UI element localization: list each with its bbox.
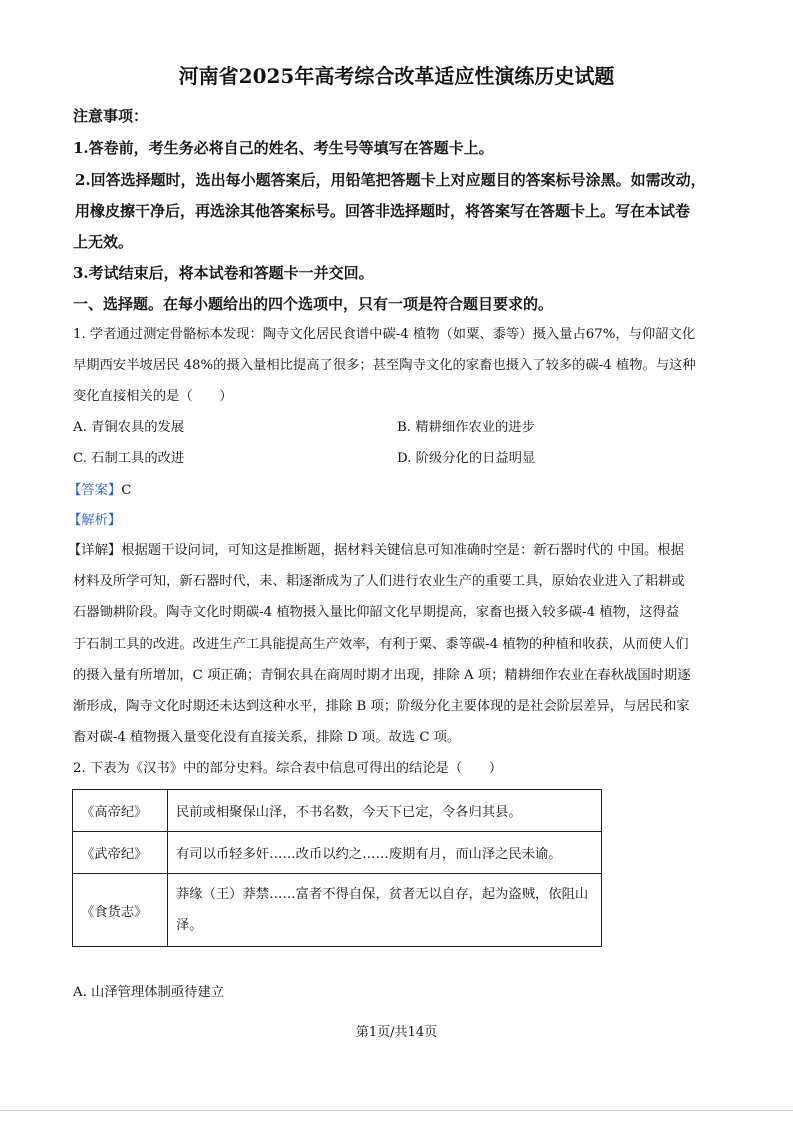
q1-detail: 石器锄耕阶段。陶寺文化时期碳-4 植物摄入量比仰韶文化早期提高，家畜也摄入较多碳-4 植物，这得益 bbox=[73, 605, 680, 620]
answer-value: C bbox=[121, 483, 132, 498]
table-cell-text: 民前或相聚保山泽，不书名数，今天下已定，令各归其县。 bbox=[168, 790, 602, 832]
page-divider bbox=[0, 1110, 793, 1111]
q1-detail: 于石制工具的改进。改进生产工具能提高生产效率，有利于粟、黍等碳-4 植物的种植和收获，从而使人们 bbox=[73, 637, 689, 652]
notice-line: 上无效。 bbox=[73, 233, 134, 251]
table-row bbox=[73, 832, 602, 874]
notice-line: 用橡皮擦干净后，再选涂其他答案标号。回答非选择题时，将答案写在答题卡上。写在本试卷 bbox=[75, 202, 691, 220]
q1-stem: 变化直接相关的是（ ） bbox=[73, 389, 233, 404]
q2-stem: 2. 下表为《汉书》中的部分史料。综合表中信息可得出的结论是（ ） bbox=[73, 761, 503, 776]
q1-stem: 1. 学者通过测定骨骼标本发现：陶寺文化居民食谱中碳-4 植物（如粟、黍等）摄入量占67%，与仰韶文化 bbox=[73, 327, 696, 342]
detail-label: 【详解】 bbox=[68, 543, 122, 558]
q1-detail: 渐形成，陶寺文化时期还未达到这种水平，排除 B 项；阶级分化主要体现的是社会阶层差异，与居民和家 bbox=[73, 699, 690, 714]
table-row bbox=[73, 790, 602, 832]
notice-line: 2.回答选择题时，选出每小题答案后，用铅笔把答题卡上对应题目的答案标号涂黑。如需改动， bbox=[75, 171, 706, 189]
page-footer: 第1页/共14页 bbox=[355, 1025, 438, 1040]
section-heading: 一、选择题。在每小题给出的四个选项中，只有一项是符合题目要求的。 bbox=[73, 295, 554, 313]
table-cell-source: 《高帝纪》 bbox=[73, 790, 168, 832]
q1-option-d: D. 阶级分化的日益明显 bbox=[397, 451, 536, 466]
q1-detail: 材料及所学可知，新石器时代，耒、耜逐渐成为了人们进行农业生产的重要工具，原始农业进入了耜耕或 bbox=[73, 574, 685, 589]
table-cell-text: 莽缘（王）莽禁……富者不得自保，贫者无以自存，起为盗贼，依阻山泽。 bbox=[168, 874, 602, 947]
page-title: 河南省2025年高考综合改革适应性演练历史试题 bbox=[178, 64, 615, 88]
table-cell-text: 有司以币轻多奸……改币以约之……废期有月，而山泽之民未谕。 bbox=[168, 832, 602, 874]
notice-line: 3.考试结束后，将本试卷和答题卡一并交回。 bbox=[73, 264, 374, 282]
q1-detail: 的摄入量有所增加，C 项正确；青铜农具在商周时期才出现，排除 A 项；精耕细作农业在春秋战国时期逐 bbox=[73, 668, 691, 683]
q2-table bbox=[72, 789, 602, 947]
table-row bbox=[73, 874, 602, 947]
analysis-label: 【解析】 bbox=[68, 513, 122, 528]
detail-text: 根据题干设问词，可知这是推断题，据材料关键信息可知准确时空是：新石器时代的 中国。根据 bbox=[121, 543, 684, 558]
table-cell-source: 《武帝纪》 bbox=[73, 832, 168, 874]
q1-stem: 早期西安半坡居民 48%的摄入量相比提高了很多；甚至陶寺文化的家畜也摄入了较多的碳-4 植物。与这种 bbox=[73, 358, 696, 373]
q1-option-c: C. 石制工具的改进 bbox=[73, 451, 185, 466]
q1-option-b: B. 精耕细作农业的进步 bbox=[397, 420, 535, 435]
answer-label: 【答案】 bbox=[68, 483, 122, 498]
q1-detail bbox=[68, 541, 684, 561]
notice-line: 1.答卷前，考生务必将自己的姓名、考生号等填写在答题卡上。 bbox=[73, 139, 494, 157]
q2-option-a: A. 山泽管理体制亟待建立 bbox=[73, 985, 225, 1000]
notice-heading: 注意事项： bbox=[73, 107, 149, 125]
q1-detail: 畜对碳-4 植物摄入量变化没有直接关系，排除 D 项。故选 C 项。 bbox=[73, 730, 461, 745]
q1-answer bbox=[68, 481, 131, 501]
q1-option-a: A. 青铜农具的发展 bbox=[73, 420, 185, 435]
table-cell-source: 《食货志》 bbox=[73, 874, 168, 947]
